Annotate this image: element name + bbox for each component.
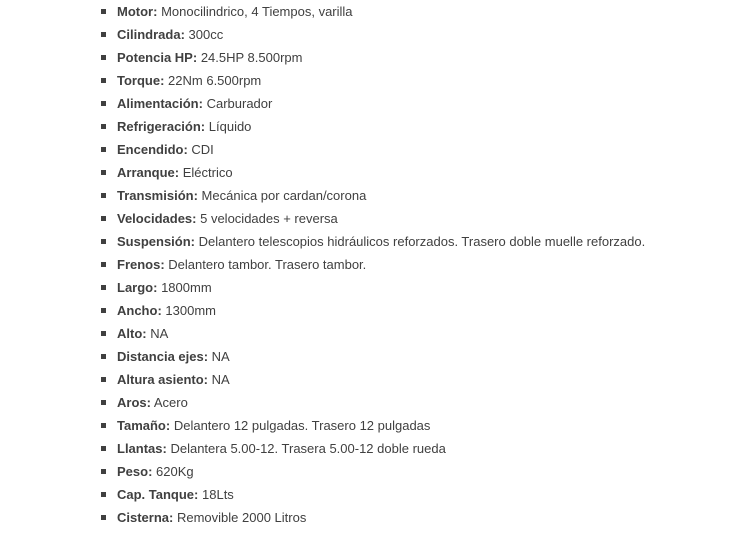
- spec-value: Delantera 5.00-12. Trasera 5.00-12 doble rueda: [170, 441, 446, 456]
- spec-item: [100, 368, 720, 391]
- spec-label: Transmisión:: [117, 188, 198, 203]
- spec-item: [100, 391, 720, 414]
- spec-label: Encendido:: [117, 142, 188, 157]
- spec-item: [100, 69, 720, 92]
- spec-label: Alimentación:: [117, 96, 203, 111]
- spec-item: [100, 230, 720, 253]
- spec-label: Largo:: [117, 280, 158, 295]
- spec-item: [100, 115, 720, 138]
- spec-value: 1300mm: [165, 303, 216, 318]
- spec-value: 24.5HP 8.500rpm: [200, 50, 303, 65]
- spec-label: Arranque:: [117, 165, 180, 180]
- spec-label: Potencia HP:: [117, 50, 198, 65]
- spec-value: CDI: [191, 142, 214, 157]
- spec-value: 18Lts: [202, 487, 234, 502]
- spec-label: Alto:: [117, 326, 147, 341]
- spec-label: Cisterna:: [117, 510, 174, 525]
- spec-item: [100, 23, 720, 46]
- spec-item: [100, 276, 720, 299]
- spec-item: [100, 506, 720, 529]
- spec-label: Ancho:: [117, 303, 162, 318]
- spec-value: Líquido: [208, 119, 252, 134]
- spec-item: [100, 161, 720, 184]
- spec-value: Removible 2000 Litros: [176, 510, 307, 525]
- spec-item: [100, 437, 720, 460]
- spec-value: Delantero telescopios hidráulicos reforzados. Trasero doble muelle reforzado.: [198, 234, 646, 249]
- spec-label: Frenos:: [117, 257, 165, 272]
- spec-item: [100, 299, 720, 322]
- spec-value: 22Nm 6.500rpm: [168, 73, 262, 88]
- spec-label: Peso:: [117, 464, 153, 479]
- spec-value: 300cc: [188, 27, 224, 42]
- spec-value: 5 velocidades + reversa: [200, 211, 338, 226]
- spec-item: [100, 253, 720, 276]
- spec-value: 620Kg: [156, 464, 194, 479]
- spec-value: NA: [211, 349, 230, 364]
- spec-item: [100, 92, 720, 115]
- spec-label: Torque:: [117, 73, 165, 88]
- spec-value: 1800mm: [161, 280, 212, 295]
- spec-value: Monocilindrico, 4 Tiempos, varilla: [161, 4, 353, 19]
- spec-label: Refrigeración:: [117, 119, 206, 134]
- spec-item: [100, 46, 720, 69]
- spec-label: Cilindrada:: [117, 27, 185, 42]
- spec-item: [100, 207, 720, 230]
- spec-item: [100, 483, 720, 506]
- spec-label: Velocidades:: [117, 211, 197, 226]
- spec-item: [100, 138, 720, 161]
- spec-list: [100, 0, 720, 529]
- spec-label: Motor:: [117, 4, 158, 19]
- spec-item: [100, 184, 720, 207]
- spec-value: Eléctrico: [182, 165, 233, 180]
- spec-value: NA: [150, 326, 169, 341]
- spec-label: Cap. Tanque:: [117, 487, 199, 502]
- spec-label: Aros:: [117, 395, 151, 410]
- spec-value: Delantero tambor. Trasero tambor.: [168, 257, 367, 272]
- spec-label: Tamaño:: [117, 418, 171, 433]
- spec-label: Distancia ejes:: [117, 349, 209, 364]
- spec-item: [100, 345, 720, 368]
- spec-value: Delantero 12 pulgadas. Trasero 12 pulgadas: [173, 418, 431, 433]
- spec-label: Altura asiento:: [117, 372, 209, 387]
- spec-value: Mecánica por cardan/corona: [201, 188, 367, 203]
- spec-item: [100, 322, 720, 345]
- spec-label: Llantas:: [117, 441, 167, 456]
- spec-label: Suspensión:: [117, 234, 196, 249]
- spec-item: [100, 460, 720, 483]
- spec-value: Acero: [153, 395, 188, 410]
- spec-value: NA: [211, 372, 230, 387]
- spec-value: Carburador: [206, 96, 273, 111]
- spec-item: [100, 414, 720, 437]
- spec-item: [100, 0, 720, 23]
